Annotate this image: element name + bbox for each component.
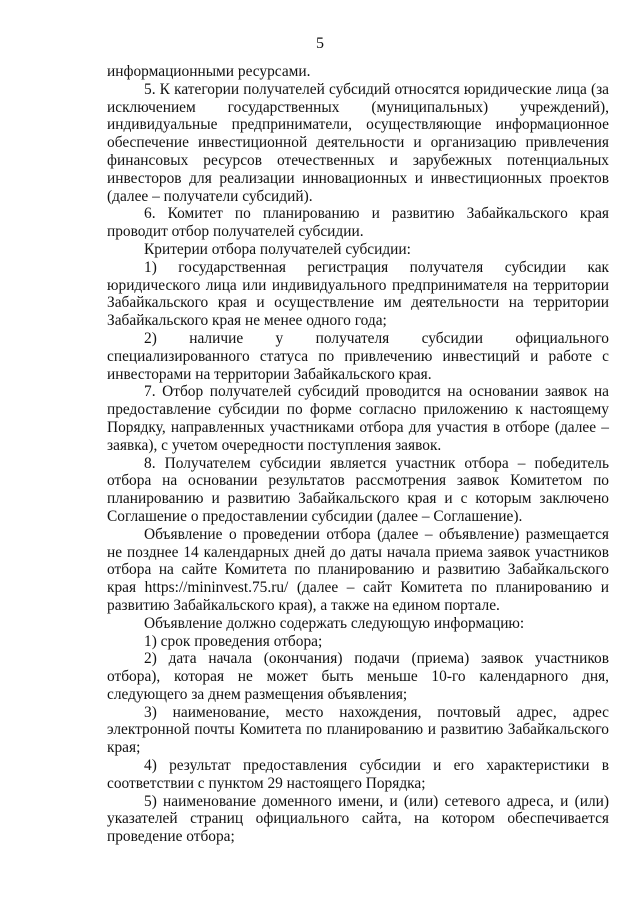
paragraph: 4) результат предоставления субсидии и его характеристики в соответствии с пунктом 29 настоящего Порядка; bbox=[107, 757, 609, 792]
paragraph: 2) дата начала (окончания) подачи (приема) заявок участников отбора), которая не может быть меньше 10-го календарного дня, следующего за днем размещения объявления; bbox=[107, 650, 609, 703]
paragraph: Объявление должно содержать следующую информацию: bbox=[144, 614, 525, 632]
paragraph: 1) срок проведения отбора; bbox=[144, 632, 323, 650]
paragraph: 7. Отбор получателей субсидий проводится на основании заявок на предоставление субсидии по форме согласно приложению к настоящему Порядку, направленных участниками отбора для участия в отборе (далее – заявка), с учетом очередности поступления заявок. bbox=[107, 383, 609, 454]
paragraph: 1) государственная регистрация получателя субсидии как юридического лица или индивидуального предпринимателя на территории Забайкальского края и осуществление им деятельности на территории Забайкальского края не менее одного года; bbox=[107, 258, 609, 330]
paragraph: 8. Получателем субсидии является участник отбора – победитель отбора на основании результатов рассмотрения заявок Комитетом по планированию и развитию Забайкальского края и с которым заключено Соглашение о предоставлении субсидии (далее – Соглашение). bbox=[107, 454, 609, 525]
page-number: 5 bbox=[316, 35, 324, 52]
paragraph: Критерии отбора получателей субсидии: bbox=[144, 240, 411, 258]
paragraph: Объявление о проведении отбора (далее – объявление) размещается не позднее 14 календарных дней до даты начала приема заявок участников отбора на сайте Комитета по планированию и развитию Забайкальского края https://mininvest.75.ru/ (далее – сайт Комитета по планированию и развитию Забайкальского края), а также на едином портале. bbox=[107, 525, 609, 614]
paragraph: 3) наименование, место нахождения, почтовый адрес, адрес электронной почты Комитета по планированию и развитию Забайкальского края; bbox=[107, 703, 609, 757]
document-body bbox=[107, 63, 609, 846]
paragraph: 6. Комитет по планированию и развитию Забайкальского края проводит отбор получателей субсидии. bbox=[107, 205, 609, 241]
paragraph: информационными ресурсами. bbox=[107, 63, 311, 80]
paragraph: 5. К категории получателей субсидий относятся юридические лица (за исключением государственных (муниципальных) учреждений), индивидуальные предприниматели, осуществляющие информационное обеспечение инвестиционной деятельности и организацию привлечения финансовых ресурсов отечественных и зарубежных потенциальных инвесторов для реализации инновационных и инвестиционных проектов (далее – получатели субсидий). bbox=[107, 80, 609, 205]
paragraph: 2) наличие у получателя субсидии официального специализированного статуса по привлечению инвестиций и работе с инвесторами на территории Забайкальского края. bbox=[107, 329, 609, 383]
paragraph: 5) наименование доменного имени, и (или) сетевого адреса, и (или) указателей страниц официального сайта, на котором обеспечивается проведение отбора; bbox=[107, 792, 609, 846]
